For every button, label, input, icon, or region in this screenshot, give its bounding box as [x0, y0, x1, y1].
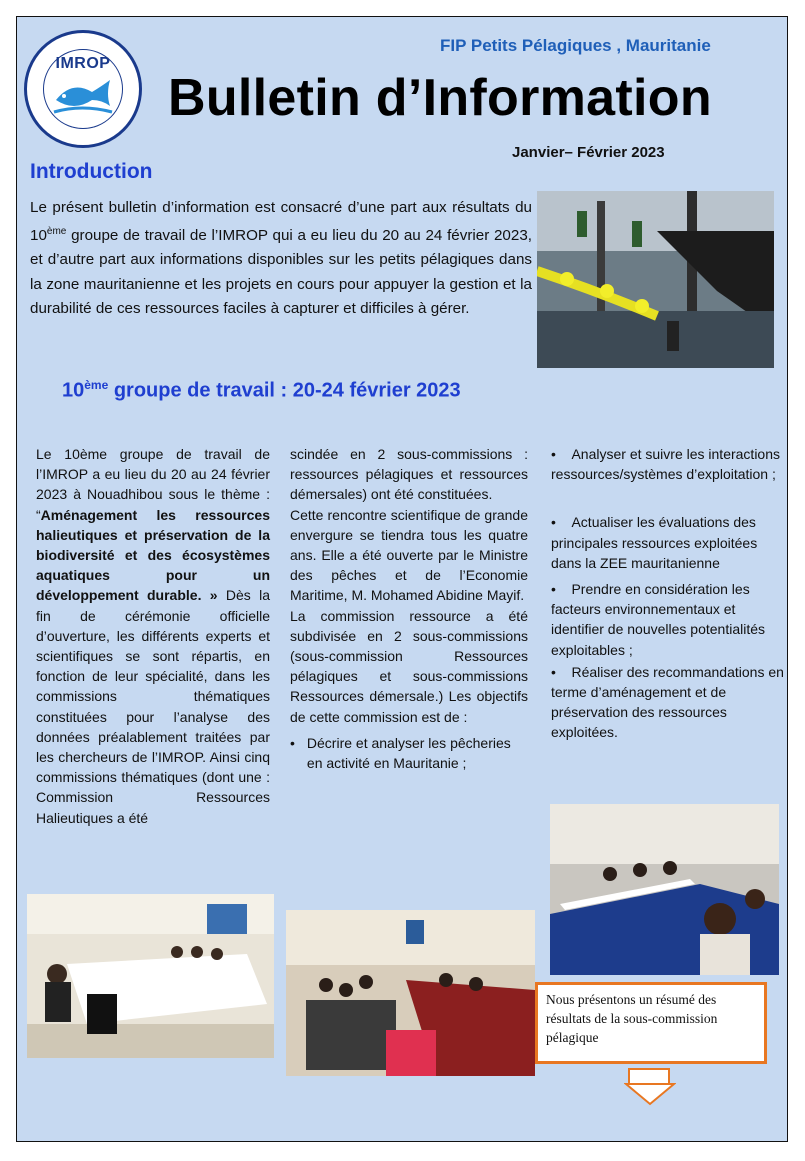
bullet-dot: •	[551, 663, 556, 680]
meeting-photo-3	[550, 804, 779, 975]
col2-paragraph-1: scindée en 2 sous-commissions : ressources pélagiques et ressources démersales) ont été constituées.	[290, 446, 528, 503]
down-arrow-icon	[624, 1082, 676, 1108]
col2-paragraph-3: La commission ressource a été subdivisée en 2 sous-commissions (sous-commission Ressources pélagiques et sous-commissions Ressources démersale.) Les objectifs de cette commission est de :	[290, 607, 528, 725]
bullet-dot: •	[551, 581, 556, 598]
meeting-photo-1	[27, 894, 274, 1058]
intro-sup: ème	[46, 226, 67, 238]
col1-theme: Aménagement les ressources halieutiques et préservation de la biodiversité et des écosystèmes aquatiques pour un développement durable. »	[36, 506, 270, 604]
series-label: FIP Petits Pélagiques , Mauritanie	[440, 36, 711, 55]
intro-text-start: Le présent bulletin d’information est consacré d’une part aux résultats du 10	[30, 199, 532, 245]
col2-paragraph-2: Cette rencontre scientifique de grande envergure se tiendra tous les quatre ans. Elle a été ouverte par le Ministre des pêches et de l’Economie Maritime, M. Mohamed Abidine Mayif.	[290, 506, 528, 604]
page-title: Bulletin d’Information	[168, 69, 712, 127]
bullet-dot: •	[290, 734, 295, 751]
trawler-deck-photo	[537, 191, 774, 368]
summary-callout: Nous présentons un résumé des résultats de la sous-commission pélagique	[535, 982, 767, 1064]
column-2	[290, 444, 528, 773]
objective-item	[551, 662, 786, 743]
col2-bullet	[290, 733, 528, 773]
objective-item	[551, 579, 786, 660]
issue-date: Janvier– Février 2023	[512, 144, 665, 161]
col1-text-start: Le 10ème groupe de travail de l’IMROP a eu lieu du 20 au 24 février 2023 à Nouadhibou sous le thème : “	[36, 446, 270, 523]
col2-bullet-text: Décrire et analyser les pêcheries en activité en Mauritanie ;	[306, 734, 511, 772]
working-group-heading	[62, 378, 461, 403]
column-3	[551, 444, 786, 743]
intro-paragraph	[30, 196, 532, 321]
meeting-photo-2	[286, 910, 535, 1076]
intro-text-end: groupe de travail de l’IMROP qui a eu lieu du 20 au 24 février 2023, et d’autre part aux informations disponibles sur les petits pélagiques dans la zone mauritanienne et les projets en cours pour appuyer la gestion et la durabilité de ces ressources faciles à capturer et difficiles à gérer.	[30, 227, 532, 317]
heading-text: groupe de travail : 20-24 février 2023	[108, 379, 461, 402]
objective-item	[551, 512, 786, 573]
heading-number: 10	[62, 379, 85, 402]
objective-text: Prendre en considération les facteurs environnementaux et identifier de nouvelles potentialités exploitables ;	[551, 581, 766, 658]
logo-text: IMROP	[55, 55, 111, 72]
objective-text: Réaliser des recommandations en terme d’aménagement et de préservation des ressources exploitées.	[551, 663, 784, 741]
bullet-dot: •	[551, 446, 556, 462]
objective-text: Analyser et suivre les interactions ressources/systèmes d’exploitation ;	[551, 446, 781, 483]
col1-text-end: Dès la fin de cérémonie officielle d’ouverture, les différents experts et scientifiques se sont répartis, en fonction de leur spécialité, dans les commissions thématiques constituées pour l’analyse des données préalablement traitées par les chercheurs de l’IMROP. Ainsi cinq commissions thématiques (dont une : Commission Ressources Halieutiques a été	[36, 587, 270, 826]
intro-heading: Introduction	[30, 160, 153, 183]
imrop-logo	[24, 30, 142, 148]
bullet-dot: •	[551, 514, 556, 531]
col1-paragraph	[36, 444, 270, 828]
objective-item	[551, 444, 786, 484]
heading-sup: ème	[84, 378, 109, 392]
column-1	[36, 444, 270, 828]
objective-text: Actualiser les évaluations des principales ressources exploitées dans la ZEE mauritanienne	[551, 514, 758, 571]
